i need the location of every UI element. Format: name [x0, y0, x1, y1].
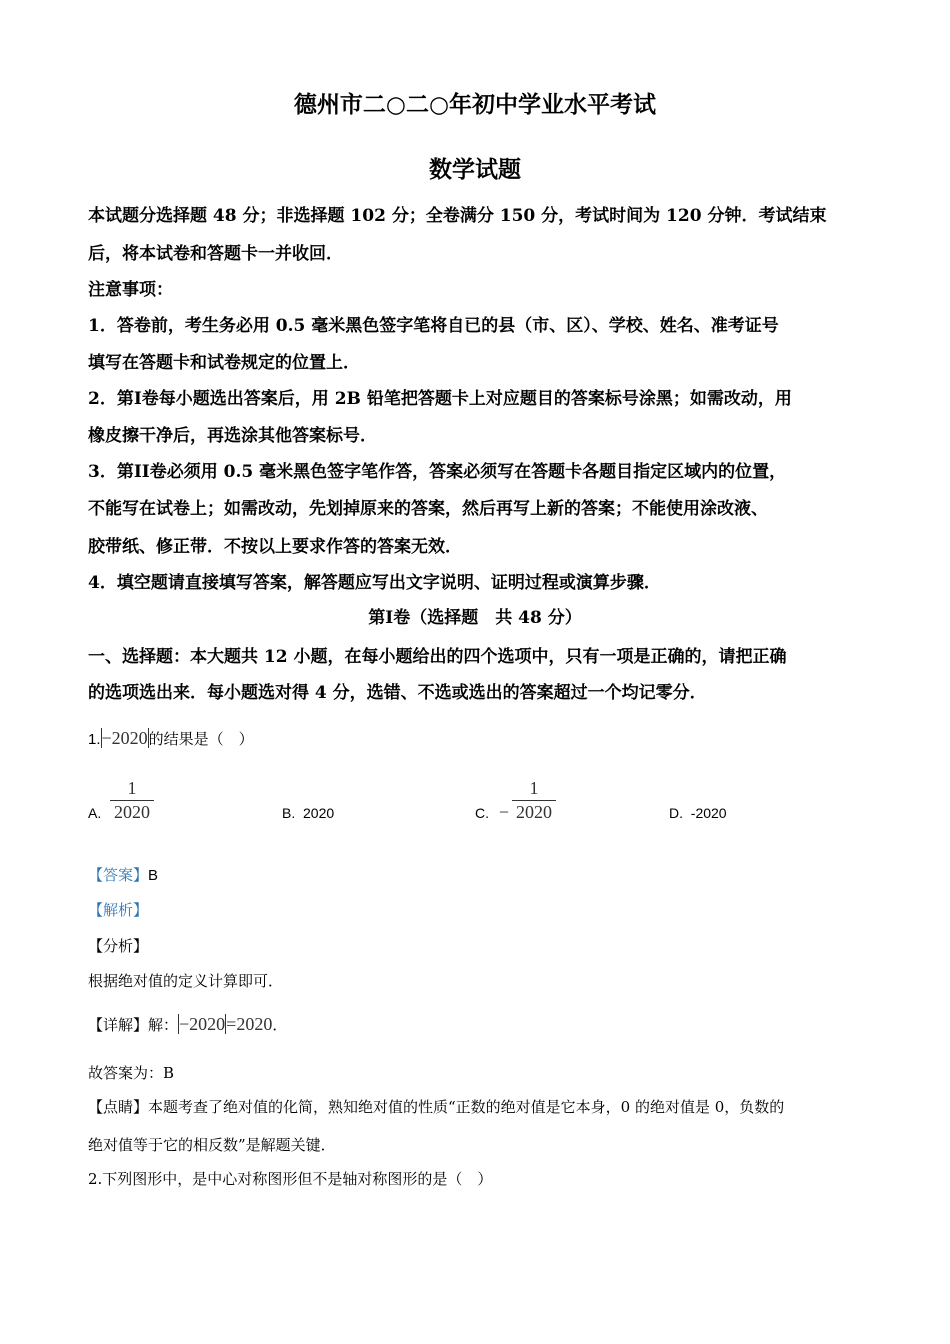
question-1	[88, 727, 254, 751]
note-3-line-2: 不能写在试卷上；如需改动，先划掉原来的答案，然后再写上新的答案；不能使用涂改液、	[88, 499, 768, 519]
fenxi-text: 根据绝对值的定义计算即可．	[88, 972, 284, 990]
section-heading: 第Ⅰ卷（选择题 共 48 分）	[368, 608, 582, 628]
answer-value: B	[148, 867, 159, 884]
detail-expression: −2020=2020	[179, 1014, 273, 1034]
notes-heading: 注意事项：	[88, 280, 173, 300]
question-number: 1.	[88, 731, 101, 748]
note-2-line-1: 2．第I卷每小题选出答案后，用 2B 铅笔把答题卡上对应题目的答案标号涂黑；如需改动，用	[88, 389, 792, 409]
note-2-line-2: 橡皮擦干净后，再选涂其他答案标号．	[88, 426, 377, 446]
option-c-label: C.	[475, 805, 489, 821]
option-d: D. -2020	[669, 805, 727, 821]
analysis-tag: 【解析】	[88, 901, 149, 919]
question-text: 的结果是（ ）	[148, 730, 254, 748]
comment-line-1: 【点睛】本题考查了绝对值的化简，熟知绝对值的性质“正数的绝对值是它本身，0 的绝对值是 0，负数的	[88, 1098, 785, 1116]
detail-line: 【详解】解：−2020=2020．	[88, 1014, 288, 1034]
detail-tag: 【详解】解：	[88, 1016, 179, 1034]
option-a-fraction: 1 2020	[110, 778, 154, 822]
note-1-line-1: 1．答卷前，考生务必用 0.5 毫米黑色签字笔将自已的县（市、区）、学校、姓名、准考证号	[88, 316, 779, 336]
intro-line-2: 后，将本试卷和答题卡一并收回．	[88, 244, 343, 264]
fenxi-tag: 【分析】	[88, 937, 149, 955]
section-desc-line-2: 的选项选出来．每小题选对得 4 分，选错、不选或选出的答案超过一个均记零分．	[88, 683, 707, 703]
answer-line	[88, 864, 158, 887]
note-3-line-3: 胶带纸、修正带．不按以上要求作答的答案无效．	[88, 537, 462, 557]
intro-line-1: 本试题分选择题 48 分；非选择题 102 分；全卷满分 150 分，考试时间为 120 分钟．考试结束	[88, 206, 827, 226]
note-3-line-1: 3．第II卷必须用 0.5 毫米黑色签字笔作答，答案必须写在答题卡各题目指定区域内的位置，	[88, 462, 787, 482]
page-subtitle: 数学试题	[429, 156, 521, 183]
conclusion: 故答案为：B	[88, 1064, 175, 1082]
comment-line-2: 绝对值等于它的相反数”是解题关键．	[88, 1136, 336, 1154]
question-2: 2.下列图形中，是中心对称图形但不是轴对称图形的是（ ）	[88, 1170, 493, 1188]
option-b: B. 2020	[282, 805, 335, 821]
section-desc-line-1: 一、选择题：本大题共 12 小题，在每小题给出的四个选项中，只有一项是正确的，请把正确	[88, 647, 787, 667]
abs-expression: −2020	[101, 728, 148, 748]
note-4: 4．填空题请直接填写答案，解答题应写出文字说明、证明过程或演算步骤．	[88, 573, 661, 593]
note-1-line-2: 填写在答题卡和试卷规定的位置上．	[88, 353, 360, 373]
option-c-fraction: 1 2020	[512, 778, 556, 822]
page-title: 德州市二○二○年初中学业水平考试	[293, 91, 657, 118]
answer-tag: 【答案】	[88, 866, 149, 884]
option-a-label: A.	[88, 805, 102, 821]
option-c-sign: −	[498, 802, 510, 822]
